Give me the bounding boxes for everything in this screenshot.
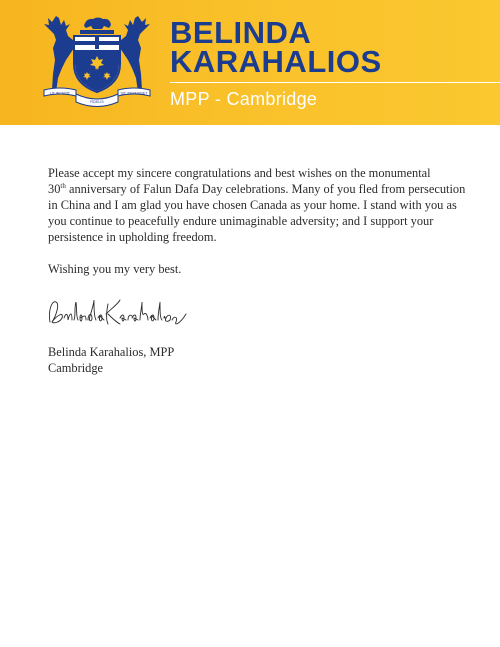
signatory-riding: Cambridge <box>48 361 104 375</box>
ordinal-suffix: th <box>60 181 66 190</box>
letter-paragraph <box>48 165 468 245</box>
mpp-last-name: KARAHALIOS <box>170 44 382 79</box>
paragraph-text-start: Please accept my sincere congratulations and best wishes on the monumental <box>48 166 431 180</box>
svg-text:FIDELIS: FIDELIS <box>90 100 104 104</box>
letter-body <box>48 165 468 277</box>
svg-text:UT INCEPIT: UT INCEPIT <box>50 91 70 96</box>
signature-block <box>48 344 174 376</box>
ontario-coat-of-arms-icon <box>40 12 154 112</box>
letterhead-banner <box>0 0 500 125</box>
signatory-name: Belinda Karahalios, MPP <box>48 345 175 359</box>
handwritten-signature <box>44 288 194 338</box>
closing-line: Wishing you my very best. <box>48 262 182 276</box>
paragraph-text-rest: anniversary of Falun Dafa Day celebrations. Many of you fled from persecution in China and I am glad you have chosen Canada as your home. I stand with you as you continue to peacefully endure unimaginable adversity; and I support your persistence in upholding freedom. <box>48 182 466 244</box>
svg-text:SIC PERMANET: SIC PERMANET <box>120 91 148 96</box>
header-divider <box>170 82 500 83</box>
mpp-riding-title: MPP - Cambridge <box>170 89 318 109</box>
anniversary-number: 30 <box>48 182 61 196</box>
mpp-first-name: BELINDA <box>170 15 312 50</box>
